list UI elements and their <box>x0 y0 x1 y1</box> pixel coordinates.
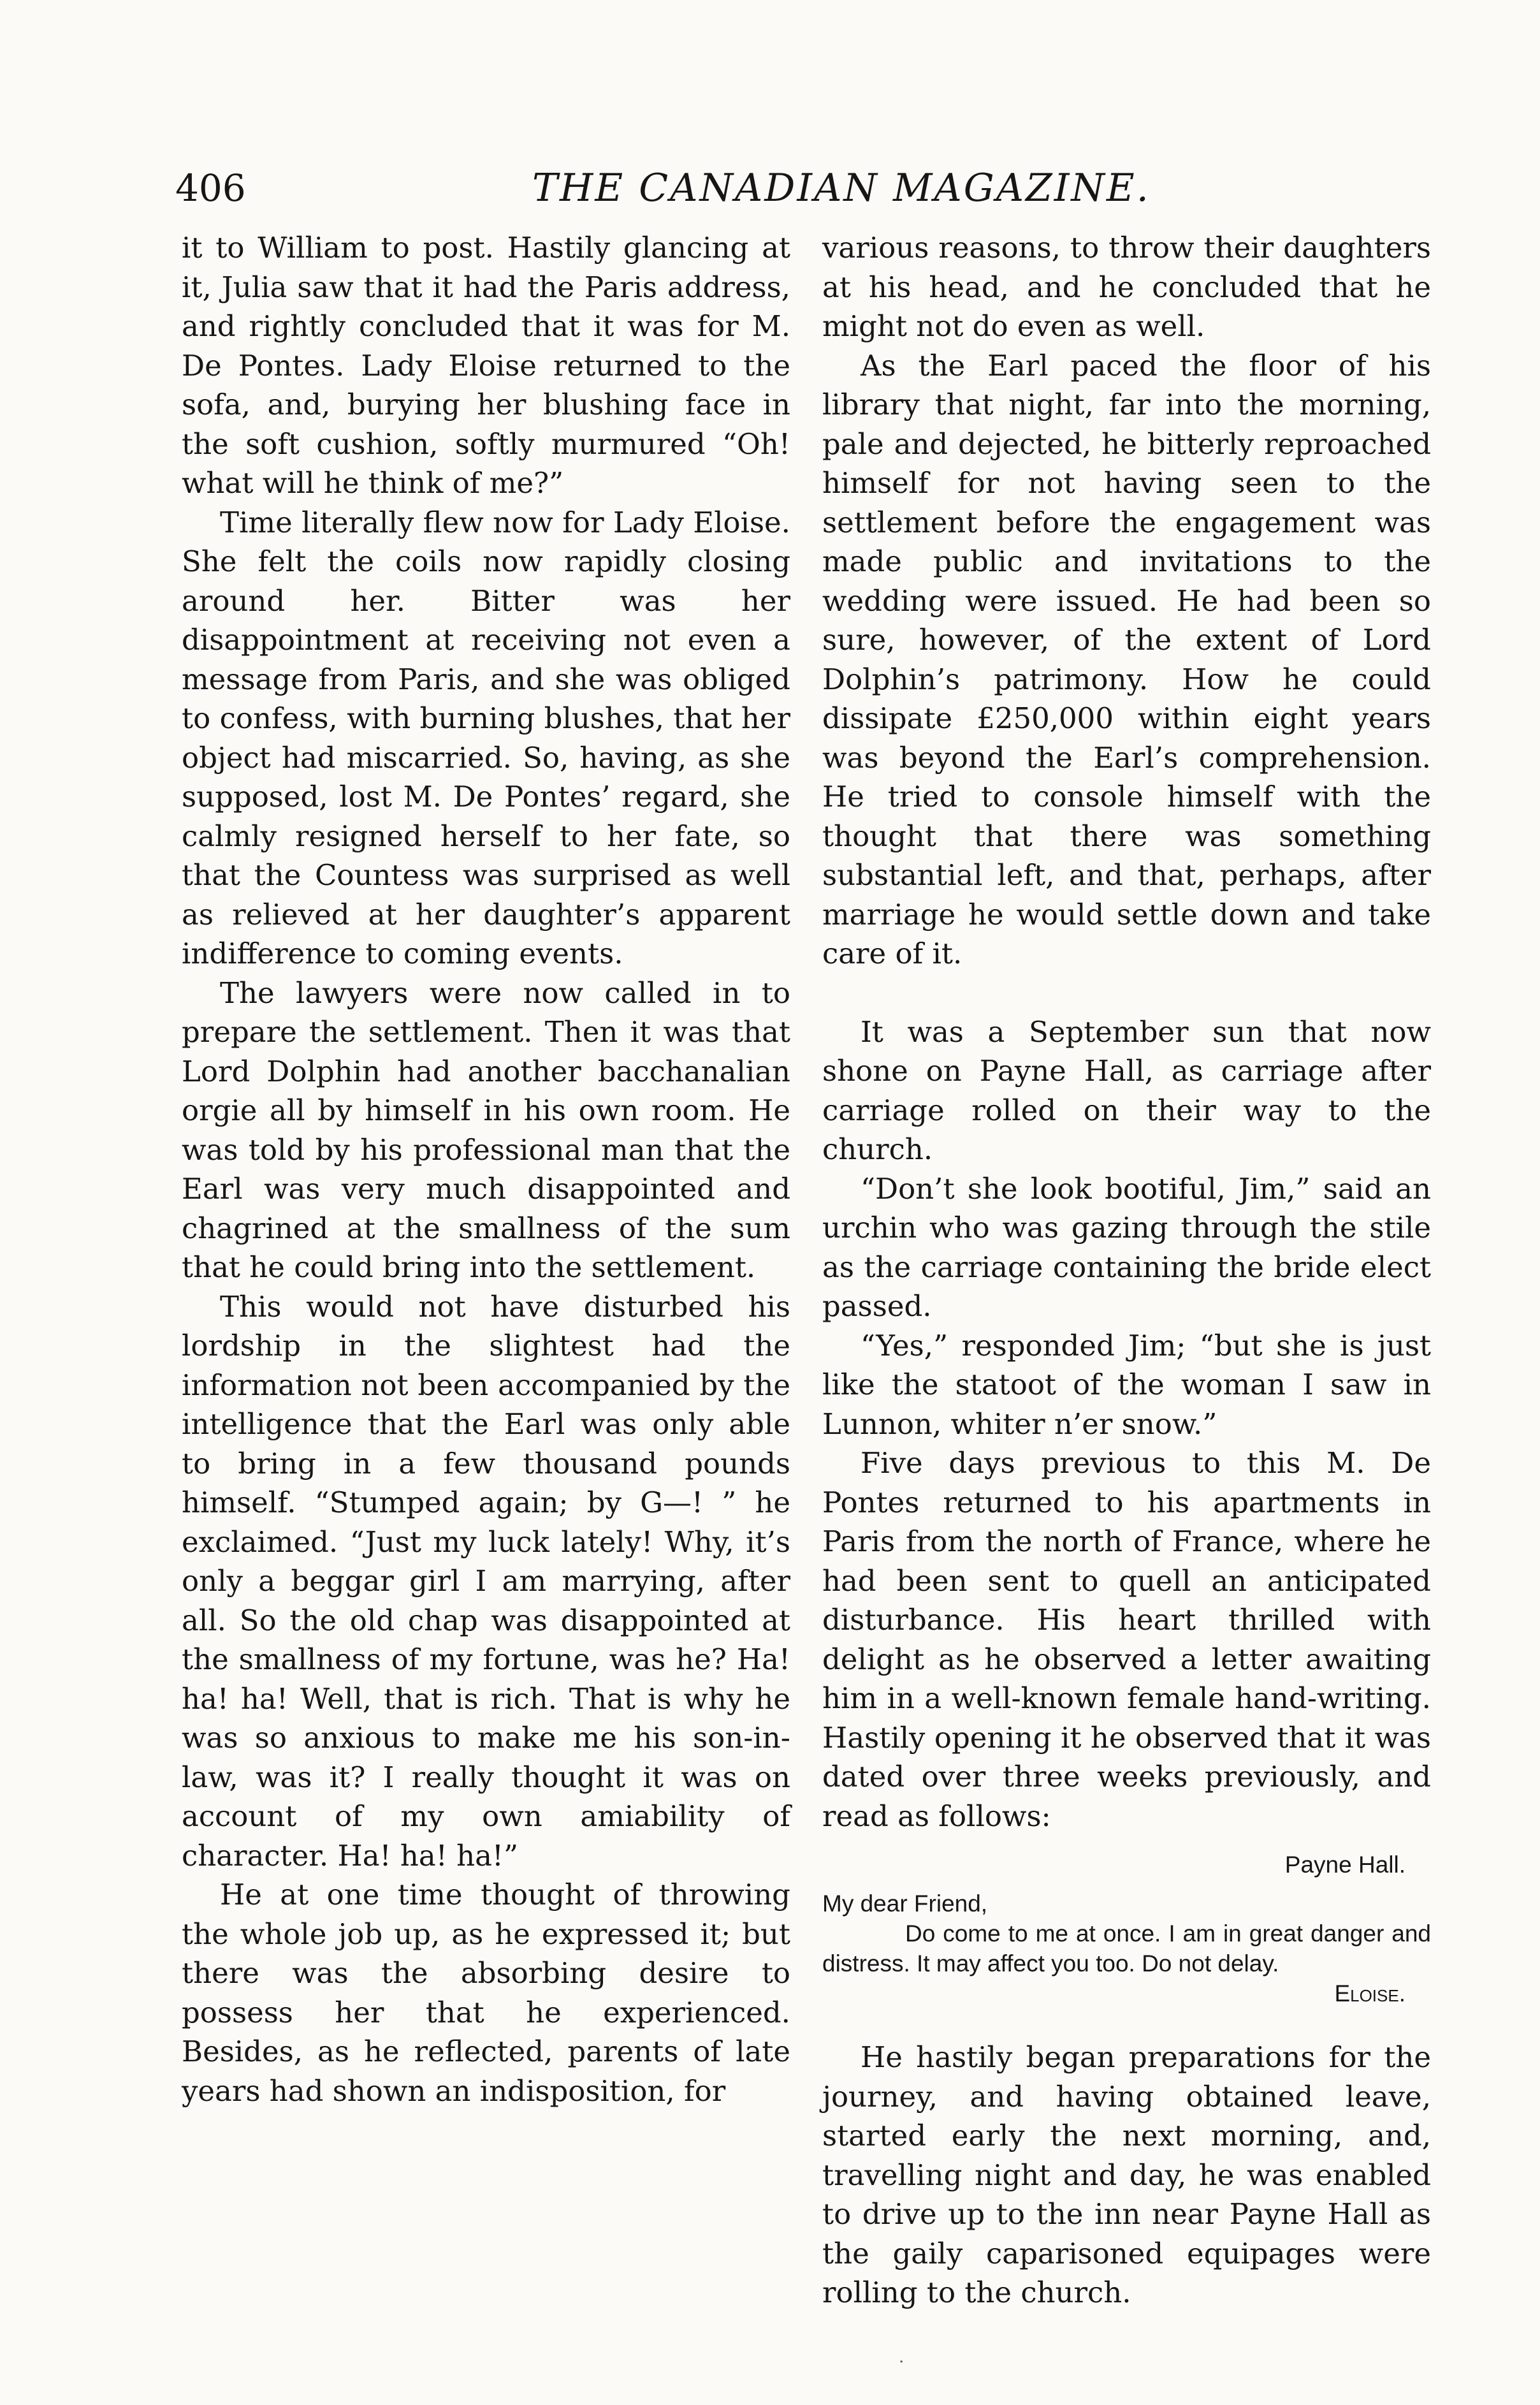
page-number: 406 <box>175 166 246 210</box>
paragraph: This would not have disturbed his lordship in the slightest had the information not been accompanied by the intelligence that the Earl was only able to bring in a few thousand pounds himself. “Stumped again; by G—! ” he exclaimed. “Just my luck lately! Why, it’s only a beggar girl I am marrying, after all. So the old chap was disappointed at the smallness of my fortune, was he? Ha! ha! ha! Well, that is rich. That is why he was so anxious to make me his son-in-law, was it? I really thought it was on account of my own amiability of character. Ha! ha! ha!” <box>182 1289 790 1873</box>
paragraph: Time literally flew now for Lady Eloise. She felt the coils now rapidly closing around her. Bitter was her disappointment at receiving not even a message from Paris, and she was obliged to confess, with burning blushes, that her object had miscarried. So, having, as she supposed, lost M. De Pontes’ regard, she calmly resigned herself to her fate, so that the Countess was surprised as well as relieved at her daughter’s apparent indifference to coming events. <box>182 505 790 970</box>
left-column <box>182 228 790 2110</box>
paragraph: “Don’t she look bootiful, Jim,” said an urchin who was gazing through the stile as the carriage containing the bride elect passed. <box>822 1171 1431 1323</box>
paragraph: He at one time thought of throwing the whole job up, as he expressed it; but there was the absorbing desire to possess her that he experienced. Besides, as he reflected, parents of late years had shown an indisposition, for <box>182 1878 790 2108</box>
letter-salutation: My dear Friend, <box>822 1890 988 1917</box>
letter-body: Do come to me at once. I am in great danger and distress. It may affect you too. Do not delay. <box>822 1920 1431 1977</box>
letter-signature: Eloise. <box>1334 1980 1406 2007</box>
letter-place: Payne Hall. <box>1284 1852 1406 1878</box>
paragraph: The lawyers were now called in to prepare the settlement. Then it was that Lord Dolphin had another bacchanalian orgie all by himself in his own room. He was told by his professional man that the Earl was very much disappointed and chagrined at the smallness of the sum that he could bring into the settlement. <box>182 976 790 1284</box>
paragraph: various reasons, to throw their daughters at his head, and he concluded that he might not do even as well. <box>822 231 1431 343</box>
paragraph: it to William to post. Hastily glancing at it, Julia saw that it had the Paris address, and rightly concluded that it was for M. De Pontes. Lady Eloise returned to the sofa, and, burying her blushing face in the soft cushion, softly murmured “Oh! what will he think of me?” <box>182 231 790 500</box>
footer-mark: · <box>899 2353 904 2372</box>
quoted-letter <box>822 1850 1431 2008</box>
paragraph: “Yes,” responded Jim; “but she is just like the statoot of the woman I saw in Lunnon, whiter n’er snow.” <box>822 1328 1431 1441</box>
paragraph: He hastily began preparations for the journey, and having obtained leave, started early the next morning, and, travelling night and day, he was enabled to drive up to the inn near Payne Hall as the gaily caparisoned equipages were rolling to the church. <box>822 2040 1431 2309</box>
page-header <box>175 153 1456 223</box>
section-break <box>822 974 1431 1012</box>
paragraph: As the Earl paced the floor of his library that night, far into the morning, pale and dejected, he bitterly reproached himself for not having seen to the settlement before the engagement was made public and invitations to the wedding were issued. He had been so sure, however, of the extent of Lord Dolphin’s patrimony. How he could dissipate £250,000 within eight years was beyond the Earl’s comprehension. He tried to console himself with the thought that there was something substantial left, and that, perhaps, after marriage he would settle down and take care of it. <box>822 348 1431 970</box>
paragraph: It was a September sun that now shone on Payne Hall, as carriage after carriage rolled on their way to the church. <box>822 1014 1431 1166</box>
running-title: THE CANADIAN MAGAZINE. <box>532 166 1151 210</box>
paragraph: Five days previous to this M. De Pontes returned to his apartments in Paris from the north of France, where he had been sent to quell an anticipated disturbance. His heart thrilled with delight as he observed a letter awaiting him in a well-known female hand-writing. Hastily opening it he observed that it was dated over three weeks previously, and read as follows: <box>822 1446 1431 1833</box>
right-column <box>822 228 1431 2313</box>
